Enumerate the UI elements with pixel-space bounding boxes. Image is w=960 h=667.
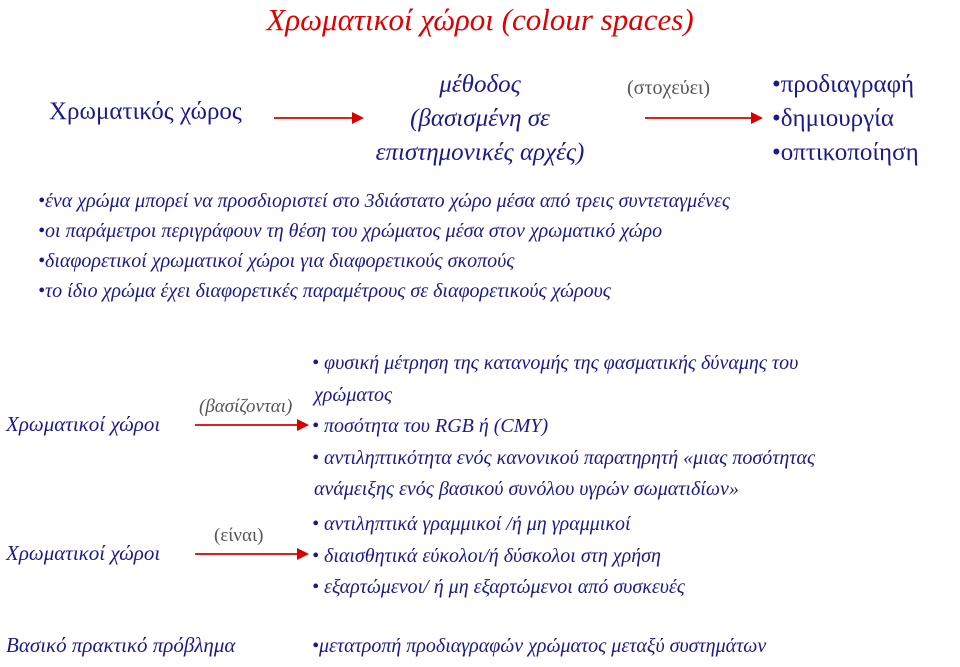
properties-verb: (είναι) xyxy=(214,525,264,546)
arrow-to-aims-icon xyxy=(645,108,765,128)
method-line-2: (βασισμένη σε xyxy=(410,105,550,132)
list-item-continuation: ανάμειξης ενός βασικού συνόλου υγρών σωματιδίων» xyxy=(314,478,739,500)
problem-subject: Βασικό πρακτικό πρόβλημα xyxy=(6,633,236,657)
list-item: • φυσική μέτρηση της κατανομής της φασματικής δύναμης του xyxy=(312,352,799,374)
arrow-to-method-icon xyxy=(274,108,364,128)
method-block xyxy=(355,68,605,170)
based-on-list xyxy=(312,348,815,506)
based-on-arrow-icon xyxy=(195,415,315,435)
list-item: • διαισθητικά εύκολοι/ή δύσκολοι στη χρήση xyxy=(312,544,661,567)
aims-item: •προδιαγραφή xyxy=(772,71,915,98)
colour-space-label: Χρωματικός χώρος xyxy=(49,98,242,125)
properties-subject: Χρωματικοί χώροι xyxy=(6,541,161,565)
aims-item: •οπτικοποίηση xyxy=(772,139,919,166)
list-item: •οι παράμετροι περιγράφουν τη θέση του χρώματος μέσα στον χρωματικό χώρο xyxy=(38,220,663,242)
list-item: • αντιληπτικότητα ενός κανονικού παρατηρητή «μιας ποσότητας xyxy=(312,446,816,469)
page-title: Χρωματικοί χώροι (colour spaces) xyxy=(266,2,694,37)
list-item: •διαφορετικοί χρωματικοί χώροι για διαφορετικούς σκοπούς xyxy=(38,250,515,272)
based-on-verb: (βασίζονται) xyxy=(199,396,293,417)
method-line-1: μέθοδος xyxy=(439,71,521,98)
list-item: • εξαρτώμενοι/ ή μη εξαρτώμενοι από συσκευές xyxy=(312,576,685,598)
aims-list xyxy=(772,68,919,170)
aims-item: •δημιουργία xyxy=(772,105,894,132)
list-item: •ένα χρώμα μπορεί να προσδιοριστεί στο 3διάστατο χώρο μέσα από τρεις συντεταγμένες xyxy=(38,190,730,212)
properties-arrow-icon xyxy=(195,544,315,564)
list-item: • ποσότητα του RGB ή (CMY) xyxy=(312,415,549,437)
list-item: •το ίδιο χρώμα έχει διαφορετικές παραμέτρους σε διαφορετικούς χώρους xyxy=(38,280,611,302)
list-item: • αντιληπτικά γραμμικοί /ή μη γραμμικοί xyxy=(312,513,631,535)
method-line-3: επιστημονικές αρχές) xyxy=(375,139,585,166)
facts-list xyxy=(38,186,730,306)
based-on-subject: Χρωματικοί χώροι xyxy=(6,412,161,436)
problem-item: •μετατροπή προδιαγραφών χρώματος μεταξύ συστημάτων xyxy=(312,635,767,657)
aims-label: (στοχεύει) xyxy=(627,77,711,99)
properties-list xyxy=(312,509,685,604)
list-item-continuation: χρώματος xyxy=(314,383,393,406)
